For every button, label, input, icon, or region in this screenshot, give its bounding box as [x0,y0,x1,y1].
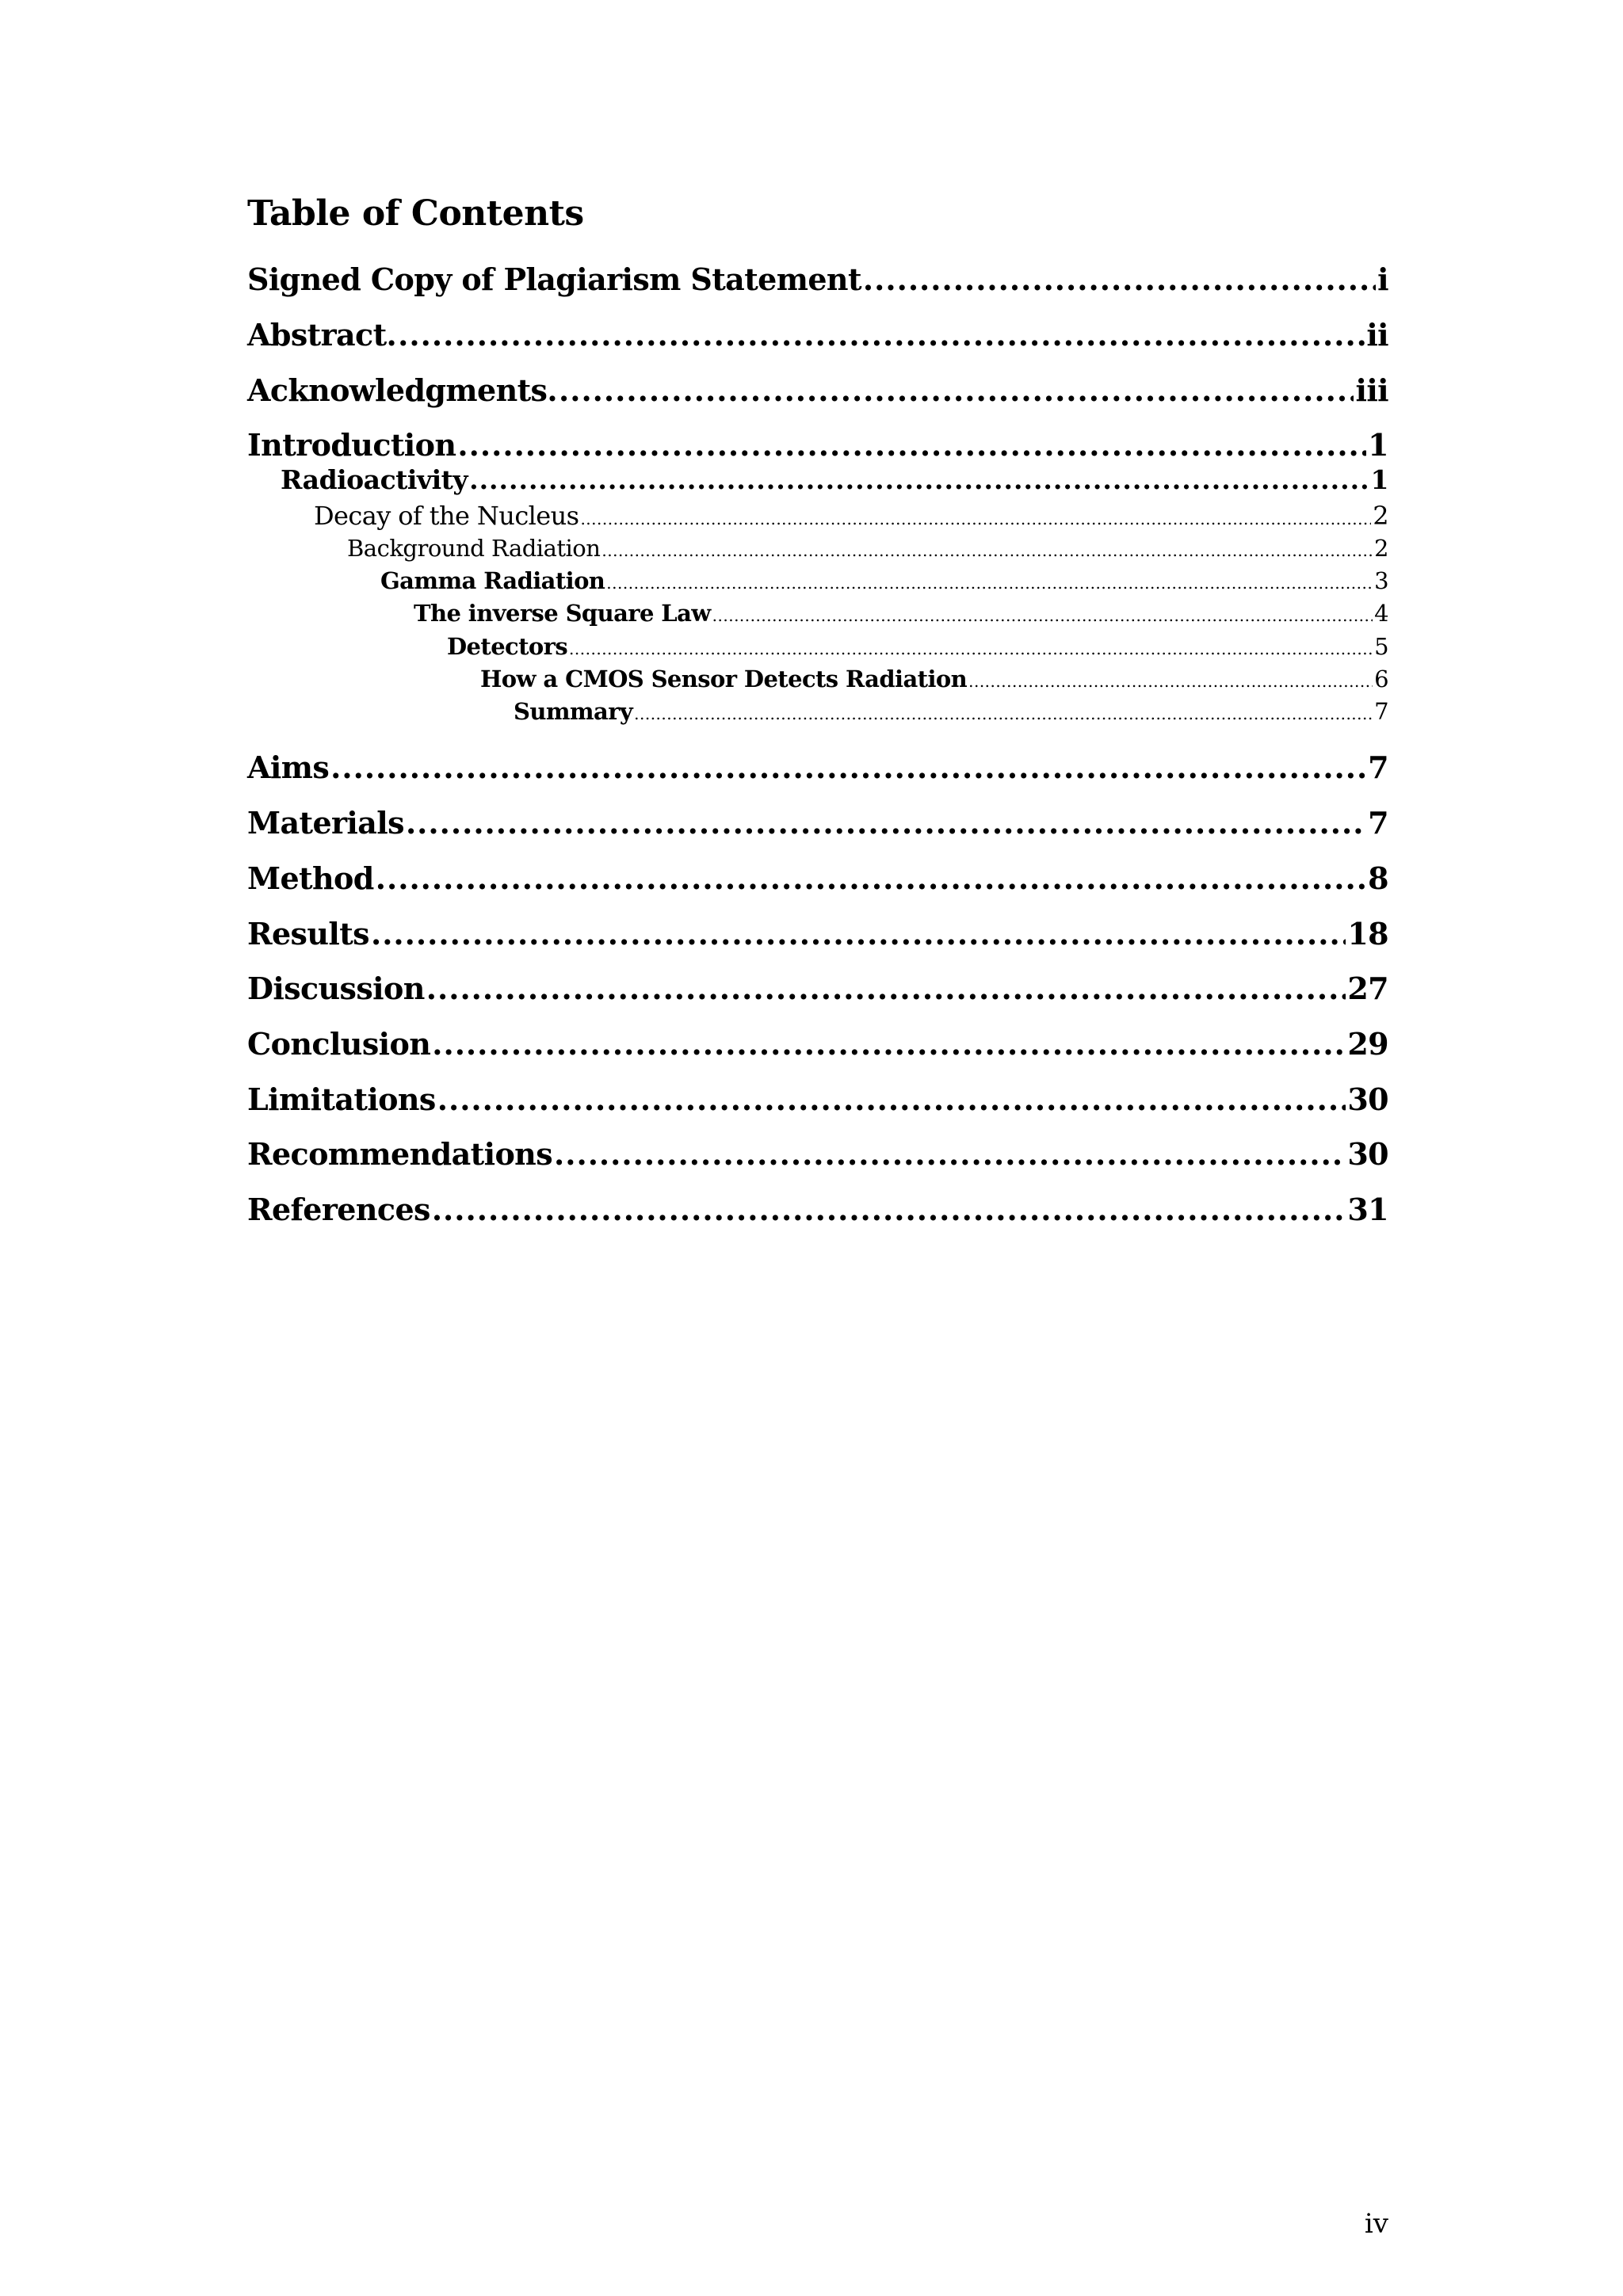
toc-entry-page-number: 2 [1374,535,1388,562]
toc-entry-page-number: 7 [1368,749,1388,785]
toc-entry-label: Decay of the Nucleus [314,501,579,531]
toc-entry-page-number: 27 [1347,971,1388,1006]
toc-entry-label: Summary [514,698,633,725]
toc-entry[interactable] [247,1026,1388,1062]
toc-entry-page-number: 18 [1347,916,1388,952]
dot-leader [634,700,1373,727]
dot-leader [712,602,1373,629]
toc-entry[interactable] [247,317,1388,353]
toc-entry-page-number: 6 [1374,666,1388,692]
toc-entry[interactable] [247,749,1388,786]
toc-entry-page-number: ii [1366,317,1388,353]
toc-entry[interactable] [247,1081,1388,1118]
toc-entry-page-number: 3 [1374,567,1388,594]
toc-entry-label: Background Radiation [347,535,601,562]
toc-entry[interactable] [247,1136,1388,1173]
dot-leader [601,537,1373,564]
toc-entry-page-number: 8 [1368,860,1388,896]
toc-entry-label: Abstract. [247,317,397,353]
toc-entry[interactable] [480,666,1388,695]
toc-entry-page-number: 31 [1347,1192,1388,1227]
toc-entry[interactable] [447,633,1388,662]
toc-entry-label: Detectors [447,633,568,660]
toc-heading: Table of Contents [247,193,584,234]
toc-entry-page-number: 30 [1347,1081,1388,1117]
toc-entry[interactable] [247,1192,1388,1228]
page-number: iv [1364,2208,1388,2240]
toc-entry[interactable] [247,805,1388,841]
toc-entry-label: Results [247,916,369,952]
dot-leader [371,916,1346,952]
toc-entry-label: Materials [247,805,404,841]
dot-leader [330,749,1366,786]
toc-entry-label: Conclusion [247,1026,431,1062]
toc-entry-page-number: 30 [1347,1136,1388,1172]
dot-leader [426,971,1346,1007]
toc-entry[interactable] [314,501,1388,534]
toc-entry[interactable] [247,971,1388,1007]
toc-entry[interactable] [247,916,1388,952]
toc-entry[interactable] [247,427,1388,463]
dot-leader [432,1026,1346,1062]
dot-leader [457,427,1366,463]
dot-leader [580,504,1371,534]
toc-entry-label: Limitations [247,1081,436,1117]
toc-entry-label: Discussion [247,971,425,1006]
dot-leader [569,635,1373,662]
dot-leader [376,860,1366,897]
toc-entry-page-number: 7 [1368,805,1388,841]
dot-leader [432,1192,1346,1228]
dot-leader [554,1136,1346,1173]
dot-leader [968,668,1373,695]
toc-entry[interactable] [380,567,1388,597]
toc-entry-page-number: iii [1355,372,1388,408]
toc-entry-page-number: 1 [1370,464,1388,495]
toc-entry-page-number: 29 [1347,1026,1388,1062]
toc-entry[interactable] [247,261,1388,298]
toc-entry-label: Signed Copy of Plagiarism Statement [247,261,861,297]
toc-entry-label: Radioactivity [281,464,468,495]
toc-entry-label: Gamma Radiation [380,567,605,594]
dot-leader [437,1081,1346,1118]
dot-leader [863,261,1376,298]
toc-entry-label: References [247,1192,430,1227]
toc-entry[interactable] [347,535,1388,564]
toc-entry[interactable] [247,372,1388,409]
toc-entry-page-number: 2 [1373,501,1388,531]
toc-entry[interactable] [514,698,1388,727]
toc-entry-label: The inverse Square Law [414,600,711,627]
dot-leader [606,570,1373,597]
toc-entry-label: Acknowledgments. [247,372,557,408]
toc-entry[interactable] [414,600,1388,629]
toc-entry-page-number: 1 [1368,427,1388,463]
dot-leader [559,372,1354,409]
toc-entry-label: Introduction [247,427,456,463]
toc-entry-label: Method [247,860,374,896]
toc-entry[interactable] [247,860,1388,897]
toc-entry-label: How a CMOS Sensor Detects Radiation [480,666,968,692]
toc-entry-page-number: i [1377,261,1388,297]
toc-entry-label: Aims [247,749,330,785]
toc-entry-page-number: 4 [1374,600,1388,627]
dot-leader [406,805,1366,841]
dot-leader [469,464,1369,496]
toc-entry-label: Recommendations [247,1136,553,1172]
dot-leader [398,317,1365,353]
toc-entry[interactable] [281,464,1388,496]
toc-entry-page-number: 5 [1374,633,1388,660]
toc-entry-page-number: 7 [1374,698,1388,725]
